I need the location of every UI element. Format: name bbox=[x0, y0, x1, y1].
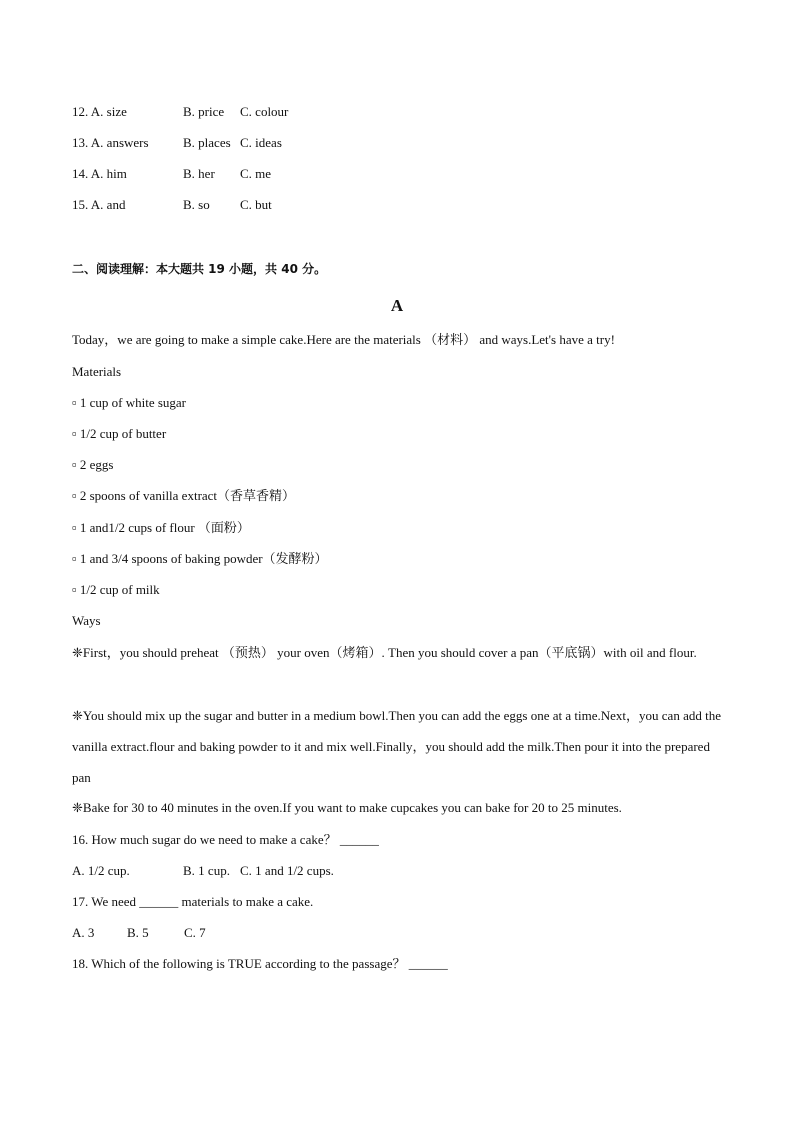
question-17-stem: 17. We need ______ materials to make a cake. bbox=[72, 894, 314, 909]
passage-title: A bbox=[390, 296, 404, 315]
material-item: ▫ 1 and 3/4 spoons of baking powder（发酵粉） bbox=[72, 551, 328, 566]
section-heading: 二、阅读理解：本大题共 19 小题，共 40 分。 bbox=[72, 262, 327, 276]
q12-option-c: C. colour bbox=[240, 104, 289, 119]
ways-heading: Ways bbox=[72, 613, 101, 628]
question-16-stem: 16. How much sugar do we need to make a cake？ ______ bbox=[72, 832, 379, 847]
q14-option-a: 14. A. him bbox=[72, 166, 127, 181]
ways-step-3: ❈Bake for 30 to 40 minutes in the oven.If you want to make cupcakes you can bake for 20 to 25 minutes. bbox=[72, 800, 622, 815]
q16-option-b: B. 1 cup. bbox=[183, 863, 230, 878]
material-item: ▫ 1 cup of white sugar bbox=[72, 395, 186, 410]
ways-step-2: ❈You should mix up the sugar and butter in a medium bowl.Then you can add the eggs one at a time.Next，you can add the vanilla extract.flour and baking powder to it and mix well.Finally，you should add the milk.Then pour it into the prepared pan bbox=[72, 708, 721, 785]
material-item: ▫ 2 spoons of vanilla extract（香草香精） bbox=[72, 488, 296, 503]
materials-heading: Materials bbox=[72, 364, 122, 379]
material-item: ▫ 1 and1/2 cups of flour （面粉） bbox=[72, 520, 250, 535]
q16-option-a: A. 1/2 cup. bbox=[72, 863, 130, 878]
q16-option-c: C. 1 and 1/2 cups. bbox=[240, 863, 334, 878]
material-item: ▫ 1/2 cup of butter bbox=[72, 426, 167, 441]
q12-option-b: B. price bbox=[183, 104, 225, 119]
material-item: ▫ 2 eggs bbox=[72, 457, 114, 472]
q15-option-b: B. so bbox=[183, 197, 210, 212]
q17-option-b: B. 5 bbox=[127, 925, 149, 940]
q13-option-a: 13. A. answers bbox=[72, 135, 149, 150]
q15-option-a: 15. A. and bbox=[72, 197, 126, 212]
ways-step-1: ❈First，you should preheat （预热） your oven（烤箱）. Then you should cover a pan（平底锅）with oil and flour. bbox=[72, 645, 697, 660]
q13-option-c: C. ideas bbox=[240, 135, 282, 150]
q12-option-a: 12. A. size bbox=[72, 104, 127, 119]
q17-option-a: A. 3 bbox=[72, 925, 95, 940]
material-item: ▫ 1/2 cup of milk bbox=[72, 582, 160, 597]
q13-option-b: B. places bbox=[183, 135, 231, 150]
q14-option-b: B. her bbox=[183, 166, 215, 181]
passage-intro: Today，we are going to make a simple cake.Here are the materials （材料） and ways.Let's have a try! bbox=[72, 332, 615, 347]
q17-option-c: C. 7 bbox=[184, 925, 206, 940]
q14-option-c: C. me bbox=[240, 166, 272, 181]
question-18-stem: 18. Which of the following is TRUE according to the passage？ ______ bbox=[72, 956, 448, 971]
q15-option-c: C. but bbox=[240, 197, 272, 212]
